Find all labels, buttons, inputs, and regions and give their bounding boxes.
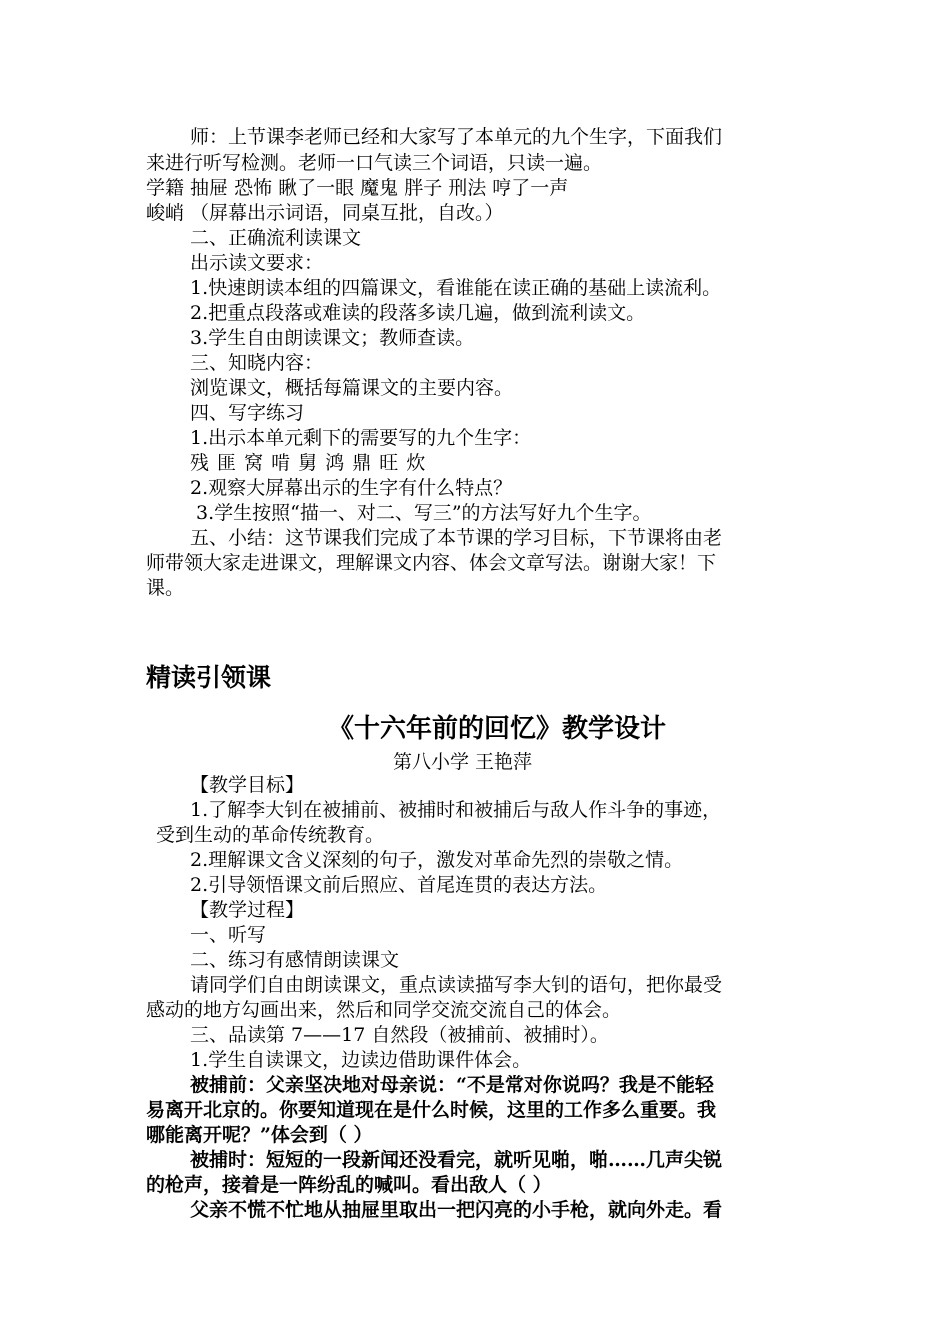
- paragraph-line: 出示读文要求：: [190, 252, 324, 274]
- section-heading: 【教学过程】: [190, 899, 305, 921]
- word-list-line: 峻峭 （屏幕出示词语，同桌互批，自改。）: [146, 202, 504, 224]
- section-heading: 二、练习有感情朗读课文: [190, 949, 400, 971]
- section-heading: 三、知晓内容：: [190, 352, 324, 374]
- paragraph-line: 请同学们自由朗读课文，重点读读描写李大钊的语句，把你最受: [190, 974, 723, 996]
- section-heading: 一、听写: [190, 924, 267, 946]
- section-heading: 五、小结：这节课我们完成了本节课的学习目标，下节课将由老: [190, 527, 723, 549]
- bold-paragraph-line: 哪能离开呢？”体会到（ ）: [146, 1124, 373, 1146]
- list-item: 2.引导领悟课文前后照应、首尾连贯的表达方法。: [190, 874, 608, 896]
- list-item: 2.观察大屏幕出示的生字有什么特点？: [190, 477, 513, 499]
- list-item: 受到生动的革命传统教育。: [156, 824, 385, 846]
- paragraph-line: 来进行听写检测。老师一口气读三个词语，只读一遍。: [146, 152, 603, 174]
- list-item: 2.把重点段落或难读的段落多读几遍，做到流利读文。: [190, 302, 646, 324]
- bold-paragraph-line: 父亲不慌不忙地从抽屉里取出一把闪亮的小手枪，就向外走。看: [190, 1199, 723, 1221]
- list-item: 3.学生按照“描一、对二、写三”的方法写好九个生字。: [196, 502, 652, 524]
- list-item: 2.理解课文含义深刻的句子，激发对革命先烈的崇敬之情。: [190, 849, 684, 871]
- section-heading: 四、写字练习: [190, 402, 305, 424]
- author-byline: 第八小学 王艳萍: [393, 751, 533, 773]
- section-heading: 【教学目标】: [190, 774, 305, 796]
- paragraph-line: 师：上节课李老师已经和大家写了本单元的九个生字，下面我们: [190, 126, 723, 148]
- list-item: 1.学生自读课文，边读边借助课件体会。: [190, 1049, 532, 1071]
- bold-paragraph-line: 易离开北京的。你要知道现在是什么时候，这里的工作多么重要。我: [146, 1099, 717, 1121]
- list-item: 1.快速朗读本组的四篇课文，看谁能在读正确的基础上读流利。: [190, 277, 722, 299]
- section-heading-main: 精读引领课: [146, 663, 272, 692]
- bold-paragraph-line: 被捕时：短短的一段新闻还没看完，就听见啪，啪……几声尖锐: [190, 1149, 723, 1171]
- paragraph-line: 师带领大家走进课文，理解课文内容、体会文章写法。谢谢大家！下: [146, 552, 717, 574]
- paragraph-line: 浏览课文，概括每篇课文的主要内容。: [190, 377, 514, 399]
- section-heading: 三、品读第 7——17 自然段（被捕前、被捕时）。: [190, 1024, 609, 1046]
- paragraph-line: 感动的地方勾画出来，然后和同学交流交流自己的体会。: [146, 999, 622, 1021]
- list-item: 3.学生自由朗读课文；教师查读。: [190, 327, 475, 349]
- paragraph-line: 课。: [146, 577, 185, 599]
- section-heading: 二、正确流利读课文: [190, 227, 362, 249]
- bold-paragraph-line: 的枪声，接着是一阵纷乱的喊叫。看出敌人（ ）: [146, 1174, 552, 1196]
- list-item: 1.了解李大钊在被捕前、被捕时和被捕后与敌人作斗争的事迹，: [190, 799, 722, 821]
- page-title: 《十六年前的回忆》教学设计: [328, 714, 667, 744]
- character-list: 残 匪 窝 啃 舅 鸿 鼎 旺 炊: [190, 452, 427, 474]
- bold-paragraph-line: 被捕前：父亲坚决地对母亲说：“不是常对你说吗？我是不能轻: [190, 1074, 714, 1096]
- list-item: 1.出示本单元剩下的需要写的九个生字：: [190, 427, 532, 449]
- word-list-line: 学籍 抽屉 恐怖 瞅了一眼 魔鬼 胖子 刑法 哼了一声: [146, 177, 569, 199]
